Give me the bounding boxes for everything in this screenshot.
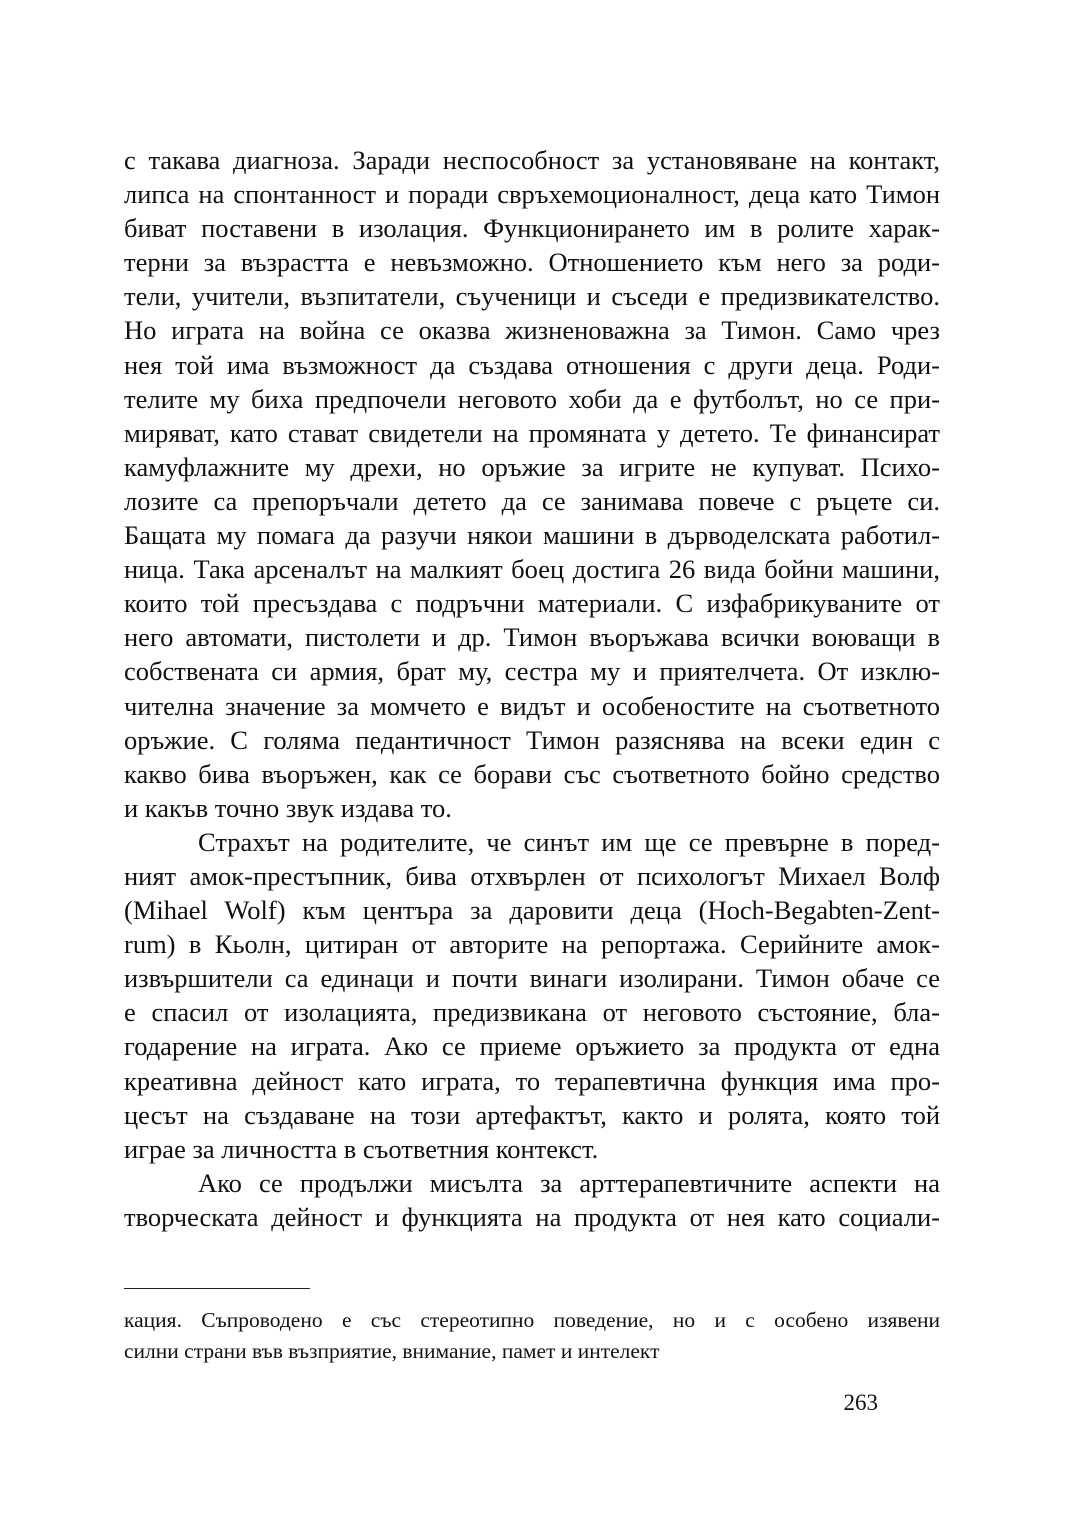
text-line: липса на спонтанност и поради свръхемоционалност, деца като Тимон [124,179,940,210]
text-line: годарение на играта. Ако се приеме оръжието за продукта от една [124,1031,940,1062]
footnote-line: кация. Съпроводено е със стереотипно поведение, но и с особено изявени [124,1308,940,1332]
text-line: собствената си армия, брат му, сестра му и приятелчета. От изклю- [124,656,940,687]
text-line: е спасил от изолацията, предизвикана от неговото състояние, бла- [124,997,940,1028]
text-line: камуфлажните му дрехи, но оръжие за игрите не купуват. Психо- [124,451,940,482]
text-line: креативна дейност като играта, то терапевтична функция има про- [124,1065,940,1096]
text-line: нея той има възможност да създава отношения с други деца. Роди- [124,349,940,380]
text-line: творческата дейност и функцията на продукта от нея като социали- [124,1201,940,1232]
text-line: които той пресъздава с подръчни материали. С изфабрикуваните от [124,588,940,619]
paragraph-2 [124,825,940,1166]
page-number: 263 [843,1390,878,1415]
text-line: (Mihael Wolf) към центъра за даровити деца (Hoch-Begabten-Zent- [124,895,940,926]
text-line: ница. Така арсеналът на малкият боец достига 26 вида бойни машини, [124,554,940,585]
text-line: телите му биха предпочели неговото хоби да е футболът, но се при- [124,383,940,414]
text-line: извършители са единаци и почти винаги изолирани. Тимон обаче се [124,963,940,994]
text-line: тели, учители, възпитатели, съученици и съседи е предизвикателство. [124,281,940,312]
text-line: Но играта на война се оказва жизненоважна за Тимон. Само чрез [124,315,940,346]
footnote-line: силни страни във възприятие, внимание, памет и интелект [124,1339,660,1363]
text-line: с такава диагноза. Заради неспособност за установяване на контакт, [124,145,940,175]
text-line: и какъв точно звук издава то. [124,792,452,823]
text-line: терни за възрастта е невъзможно. Отношението към него за роди- [124,247,940,278]
text-line: Страхът на родителите, че синът им ще се превърне в поред- [198,826,940,857]
footnote-divider [124,1288,310,1289]
text-line: миряват, като стават свидетели на промяната у детето. Те финансират [124,417,940,448]
footnote [124,1305,940,1367]
main-text [124,143,940,1234]
text-line: ният амок-престъпник, бива отхвърлен от психологът Михаел Волф [124,860,940,891]
text-line: лозите са препоръчали детето да се занимава повече с ръцете си. [124,485,940,516]
text-line: оръжие. С голяма педантичност Тимон разяснява на всеки един с [124,724,940,755]
text-line: цесът на създаване на този артефактът, както и ролята, която той [124,1099,940,1130]
text-line: Бащата му помага да разучи някои машини в дърводелската работил- [124,520,940,551]
text-line: чителна значение за момчето е видът и особеностите на съответното [124,690,940,721]
text-line: биват поставени в изолация. Функционирането им в ролите харак- [124,213,940,244]
text-line: Ако се продължи мисълта за арттерапевтичните аспекти на [198,1167,940,1198]
paragraph-1 [124,143,940,825]
paragraph-3 [124,1166,940,1234]
text-line: него автомати, пистолети и др. Тимон въоръжава всички воюващи в [124,622,940,653]
text-line: rum) в Кьолн, цитиран от авторите на репортажа. Серийните амок- [124,929,940,960]
text-line: играе за личността в съответния контекст. [124,1133,599,1164]
text-line: какво бива въоръжен, как се борави със съответното бойно средство [124,758,940,789]
